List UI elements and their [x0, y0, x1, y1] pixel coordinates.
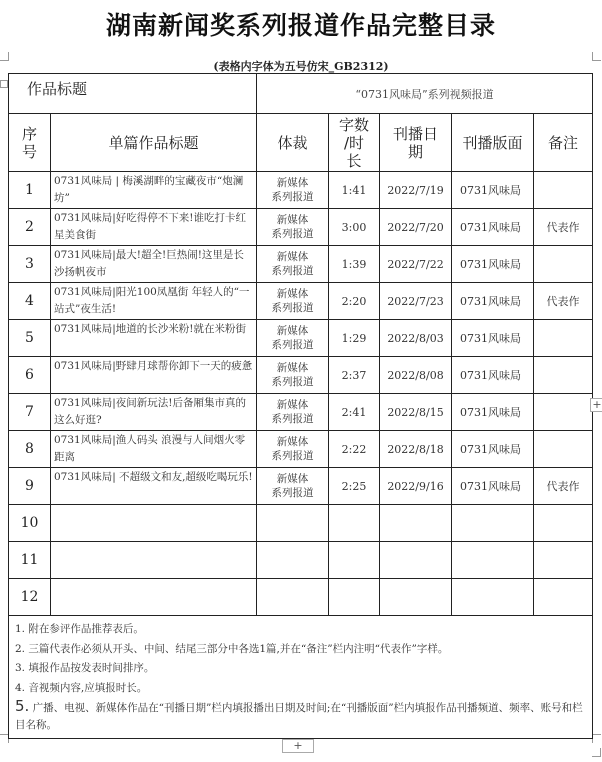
publish-edition[interactable]: 0731风味局 [452, 246, 534, 283]
work-type[interactable]: 新媒体 系列报道 [257, 209, 329, 246]
margin-corner-top-right [592, 52, 601, 61]
note-item: 2. 三篇代表作必须从开头、中间、结尾三部分中各选1篇,并在“备注”栏内注明“代表作”字样。 [15, 642, 449, 655]
publish-edition[interactable]: 0731风味局 [452, 172, 534, 209]
work-type[interactable]: 新媒体 系列报道 [257, 357, 329, 394]
work-title[interactable]: 0731风味局|地道的长沙米粉!就在米粉街 [51, 320, 257, 357]
row-number[interactable]: 10 [9, 505, 51, 542]
publish-date[interactable]: 2022/8/15 [380, 394, 452, 431]
work-duration[interactable]: 1:41 [329, 172, 380, 209]
col-header-date: 刊播日 期 [380, 114, 452, 172]
row-number[interactable]: 3 [9, 246, 51, 283]
work-duration[interactable]: 2:20 [329, 283, 380, 320]
work-title[interactable]: 0731风味局|渔人码头 浪漫与人间烟火零距离 [51, 431, 257, 468]
row-number[interactable]: 5 [9, 320, 51, 357]
col-header-edition: 刊播版面 [452, 114, 534, 172]
work-duration[interactable]: 2:22 [329, 431, 380, 468]
work-duration[interactable]: 2:37 [329, 357, 380, 394]
work-title[interactable]: 0731风味局|阳光100凤凰街 年轻人的“一站式”夜生活! [51, 283, 257, 320]
row-number[interactable]: 9 [9, 468, 51, 505]
table-row [9, 283, 593, 320]
publish-date[interactable] [380, 579, 452, 616]
work-title[interactable] [51, 542, 257, 579]
publish-edition[interactable]: 0731风味局 [452, 468, 534, 505]
table-row [9, 579, 593, 616]
publish-date[interactable]: 2022/7/19 [380, 172, 452, 209]
remark[interactable]: 代表作 [534, 209, 593, 246]
catalog-table [8, 73, 593, 739]
work-title[interactable] [51, 505, 257, 542]
work-type[interactable]: 新媒体 系列报道 [257, 468, 329, 505]
work-type[interactable]: 新媒体 系列报道 [257, 283, 329, 320]
publish-edition[interactable]: 0731风味局 [452, 209, 534, 246]
publish-edition[interactable]: 0731风味局 [452, 357, 534, 394]
table-row [9, 394, 593, 431]
publish-date[interactable]: 2022/8/03 [380, 320, 452, 357]
publish-date[interactable]: 2022/7/23 [380, 283, 452, 320]
note-item: 3. 填报作品按发表时间排序。 [15, 662, 155, 674]
work-type[interactable]: 新媒体 系列报道 [257, 172, 329, 209]
remark[interactable] [534, 394, 593, 431]
notes-cell[interactable] [9, 616, 593, 739]
add-row-button[interactable]: + [282, 739, 314, 753]
row-number[interactable]: 12 [9, 579, 51, 616]
work-title[interactable]: 0731风味局|最大!超全!巨热闹!这里是长沙扬帆夜市 [51, 246, 257, 283]
col-header-type: 体裁 [257, 114, 329, 172]
publish-edition[interactable]: 0731风味局 [452, 283, 534, 320]
work-duration[interactable]: 2:25 [329, 468, 380, 505]
document-subtitle: (表格内字体为五号仿宋_GB2312) [213, 60, 389, 73]
header-title-row [9, 74, 593, 114]
publish-edition[interactable]: 0731风味局 [452, 394, 534, 431]
table-row [9, 320, 593, 357]
publish-date[interactable]: 2022/9/16 [380, 468, 452, 505]
table-row [9, 505, 593, 542]
work-duration[interactable] [329, 542, 380, 579]
work-type[interactable]: 新媒体 系列报道 [257, 246, 329, 283]
document-title: 湖南新闻奖系列报道作品完整目录 [105, 11, 496, 40]
work-title[interactable] [51, 579, 257, 616]
note-item: 5. 广播、电视、新媒体作品在“刊播日期”栏内填报播出日期及时间;在“刊播版面”栏内填报作品刊播频道、频率、账号和栏目名称。 [15, 697, 583, 731]
table-row [9, 209, 593, 246]
work-title[interactable]: 0731风味局 | 梅溪湖畔的宝藏夜市“炮澜坊” [51, 172, 257, 209]
work-type[interactable] [257, 579, 329, 616]
remark[interactable] [534, 172, 593, 209]
col-header-remark: 备注 [534, 114, 593, 172]
column-header-row [9, 114, 593, 172]
publish-edition[interactable]: 0731风味局 [452, 431, 534, 468]
work-duration[interactable] [329, 505, 380, 542]
col-header-seq: 序 号 [9, 114, 51, 172]
work-duration[interactable]: 2:41 [329, 394, 380, 431]
note-item: 1. 附在参评作品推荐表后。 [15, 623, 144, 635]
work-type[interactable]: 新媒体 系列报道 [257, 394, 329, 431]
table-row [9, 172, 593, 209]
publish-date[interactable]: 2022/8/18 [380, 431, 452, 468]
remark[interactable] [534, 431, 593, 468]
margin-corner-top-left [0, 52, 9, 61]
work-duration[interactable]: 3:00 [329, 209, 380, 246]
row-number[interactable]: 2 [9, 209, 51, 246]
row-number[interactable]: 7 [9, 394, 51, 431]
work-type[interactable]: 新媒体 系列报道 [257, 431, 329, 468]
work-duration[interactable] [329, 579, 380, 616]
note-item: 4. 音视频内容,应填报时长。 [15, 681, 148, 694]
publish-edition[interactable] [452, 579, 534, 616]
col-header-title: 单篇作品标题 [51, 114, 257, 172]
publish-date[interactable] [380, 505, 452, 542]
publish-date[interactable]: 2022/7/22 [380, 246, 452, 283]
table-row [9, 246, 593, 283]
work-type[interactable]: 新媒体 系列报道 [257, 320, 329, 357]
table-row [9, 431, 593, 468]
work-title[interactable]: 0731风味局|好吃得停不下来!谁吃打卡红星美食街 [51, 209, 257, 246]
publish-date[interactable] [380, 542, 452, 579]
work-title-value[interactable]: “0731风味局”系列视频报道 [257, 74, 593, 114]
table-row [9, 468, 593, 505]
row-number[interactable]: 6 [9, 357, 51, 394]
remark[interactable] [534, 246, 593, 283]
notes-row [9, 616, 593, 739]
margin-corner-bottom-right [592, 734, 601, 743]
row-number[interactable]: 8 [9, 431, 51, 468]
col-header-duration: 字数 /时 长 [329, 114, 380, 172]
table-move-handle[interactable] [0, 80, 8, 88]
work-title[interactable]: 0731风味局| 不超级文和友,超级吃喝玩乐! [51, 468, 257, 505]
work-title[interactable]: 0731风味局|夜间新玩法!后备厢集市真的这么好逛? [51, 394, 257, 431]
publish-edition[interactable]: 0731风味局 [452, 320, 534, 357]
work-duration[interactable]: 1:29 [329, 320, 380, 357]
remark[interactable]: 代表作 [534, 283, 593, 320]
work-title-label: 作品标题 [9, 74, 257, 114]
table-row [9, 357, 593, 394]
row-number[interactable]: 4 [9, 283, 51, 320]
remark[interactable] [534, 542, 593, 579]
publish-date[interactable]: 2022/8/08 [380, 357, 452, 394]
work-title[interactable]: 0731风味局|野肆月球帮你卸下一天的疲惫 [51, 357, 257, 394]
remark[interactable]: 代表作 [534, 468, 593, 505]
remark[interactable] [534, 320, 593, 357]
row-number[interactable]: 11 [9, 542, 51, 579]
remark[interactable] [534, 505, 593, 542]
table-resize-handle[interactable] [592, 748, 601, 757]
work-type[interactable] [257, 542, 329, 579]
publish-edition[interactable] [452, 542, 534, 579]
publish-edition[interactable] [452, 505, 534, 542]
remark[interactable] [534, 579, 593, 616]
add-column-button[interactable]: + [590, 398, 602, 412]
publish-date[interactable]: 2022/7/20 [380, 209, 452, 246]
work-duration[interactable]: 1:39 [329, 246, 380, 283]
remark[interactable] [534, 357, 593, 394]
table-row [9, 542, 593, 579]
row-number[interactable]: 1 [9, 172, 51, 209]
work-type[interactable] [257, 505, 329, 542]
